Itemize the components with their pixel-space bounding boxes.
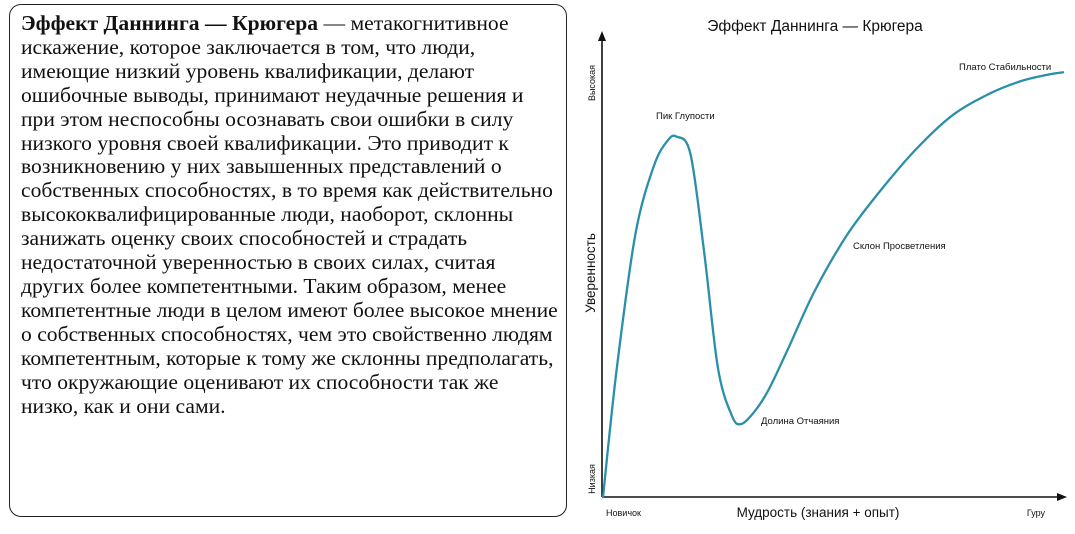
label-slope: Склон Просветления (853, 241, 946, 252)
y-axis-label: Уверенность (583, 233, 598, 313)
label-plateau: Плато Стабильности (959, 62, 1052, 73)
x-tick-low: Новичок (606, 508, 641, 518)
definition-term: Эффект Даннинга — Крюгера (21, 11, 319, 35)
definition-paragraph (21, 12, 558, 418)
label-valley: Долина Отчаяния (761, 416, 840, 427)
definition-text-box (9, 4, 567, 517)
y-tick-high: Высокая (587, 64, 597, 102)
y-tick-low: Низкая (587, 464, 597, 494)
x-axis-label: Мудрость (знания + опыт) (736, 505, 900, 520)
definition-body: — метакогнитивное искажение, которое заключается в том, что люди, имеющие низкий уровень квалификации, делают ошибочные выводы, принимают неудачные решения и при этом неспособны осознавать свои ошибки в силу низкого уровня своей квалификации. Это приводит к возникновению у них завышенных представлений о собственных способностях, в то время как действительно высококвалифицированные люди, наоборот, склонны занижать оценку своих способностей и страдать недостаточной уверенностью в своих силах, считая других более компетентными. Таким образом, менее компетентные люди в целом имеют более высокое мнение о собственных способностях, чем это свойственно людям компетентным, которые к тому же склонны предполагать, что окружающие оценивают их способности так же низко, как и они сами. (21, 11, 558, 418)
chart-title: Эффект Даннинга — Крюгера (707, 18, 923, 35)
dunning-kruger-chart (575, 0, 1070, 534)
confidence-curve (603, 72, 1063, 497)
label-peak: Пик Глупости (656, 111, 715, 122)
x-tick-high: Гуру (1026, 508, 1045, 518)
